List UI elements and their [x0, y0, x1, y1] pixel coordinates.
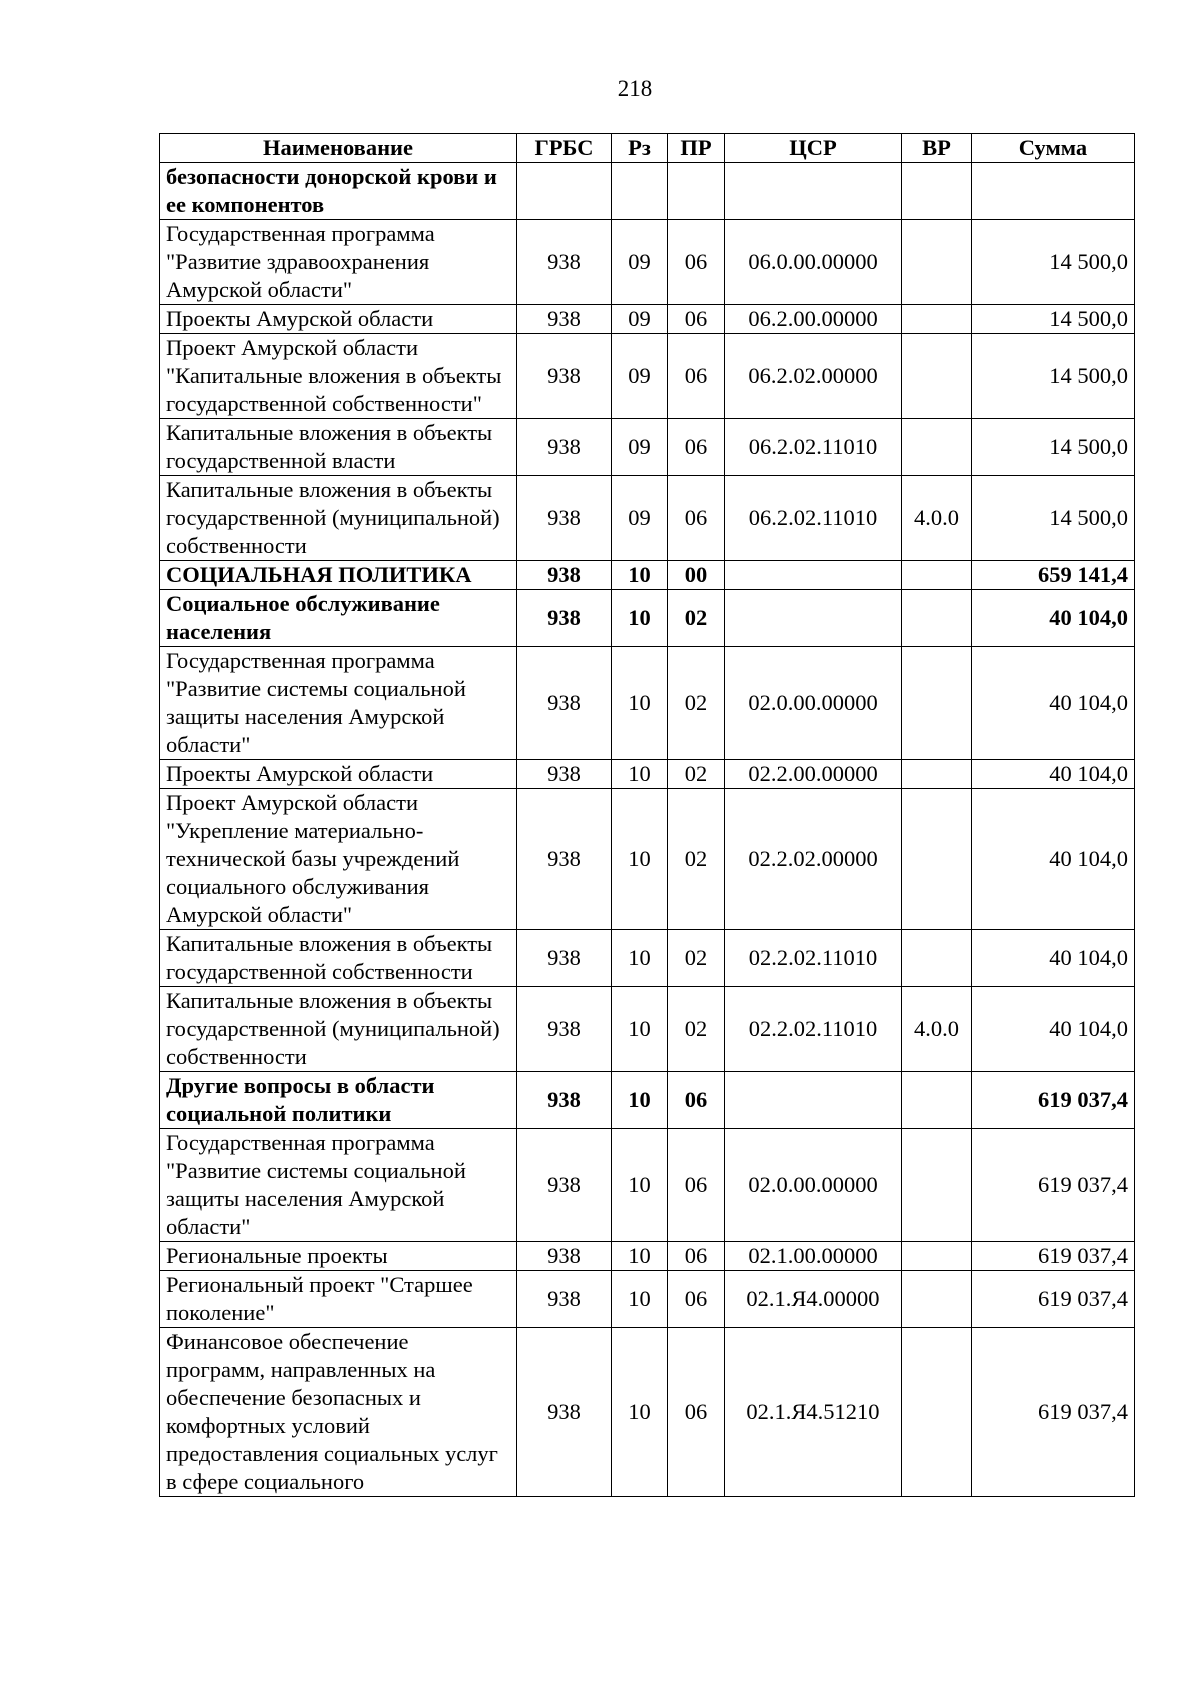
table-row: [160, 561, 1135, 590]
cell-sum: 40 104,0: [972, 789, 1135, 930]
cell-vr: [902, 419, 972, 476]
cell-pr: 02: [668, 647, 725, 760]
cell-pr: 06: [668, 1242, 725, 1271]
cell-name: Капитальные вложения в объекты государственной собственности: [160, 930, 517, 987]
table-row: [160, 476, 1135, 561]
cell-grbs: 938: [517, 334, 612, 419]
cell-csr: 06.2.00.00000: [725, 305, 902, 334]
table-row: [160, 305, 1135, 334]
cell-name: Капитальные вложения в объекты государственной (муниципальной) собственности: [160, 476, 517, 561]
cell-grbs: 938: [517, 1129, 612, 1242]
cell-name: безопасности донорской крови и ее компонентов: [160, 163, 517, 220]
cell-name: Региональный проект "Старшее поколение": [160, 1271, 517, 1328]
cell-sum: [972, 163, 1135, 220]
cell-csr: 06.0.00.00000: [725, 220, 902, 305]
cell-name: СОЦИАЛЬНАЯ ПОЛИТИКА: [160, 561, 517, 590]
cell-grbs: 938: [517, 1072, 612, 1129]
cell-pr: 02: [668, 987, 725, 1072]
cell-csr: 02.2.02.11010: [725, 930, 902, 987]
cell-csr: 02.2.02.00000: [725, 789, 902, 930]
cell-pr: 06: [668, 305, 725, 334]
cell-rz: 10: [612, 590, 668, 647]
cell-vr: [902, 590, 972, 647]
cell-grbs: 938: [517, 987, 612, 1072]
cell-name: Другие вопросы в области социальной политики: [160, 1072, 517, 1129]
cell-rz: 10: [612, 987, 668, 1072]
cell-name: Государственная программа "Развитие системы социальной защиты населения Амурской области": [160, 647, 517, 760]
cell-csr: 02.1.00.00000: [725, 1242, 902, 1271]
cell-vr: [902, 334, 972, 419]
cell-pr: 00: [668, 561, 725, 590]
cell-pr: 02: [668, 789, 725, 930]
cell-rz: 10: [612, 1328, 668, 1497]
cell-vr: [902, 1328, 972, 1497]
cell-vr: [902, 1271, 972, 1328]
cell-pr: 06: [668, 1072, 725, 1129]
cell-csr: 02.1.Я4.51210: [725, 1328, 902, 1497]
cell-vr: [902, 1242, 972, 1271]
cell-vr: [902, 647, 972, 760]
cell-grbs: 938: [517, 220, 612, 305]
table-row: [160, 1129, 1135, 1242]
cell-csr: 02.2.02.11010: [725, 987, 902, 1072]
table-row: [160, 647, 1135, 760]
cell-grbs: 938: [517, 930, 612, 987]
cell-name: Проект Амурской области "Укрепление материально-технической базы учреждений социального обслуживания Амурской области": [160, 789, 517, 930]
cell-rz: 10: [612, 930, 668, 987]
cell-sum: 14 500,0: [972, 334, 1135, 419]
cell-rz: 09: [612, 305, 668, 334]
cell-rz: 10: [612, 1271, 668, 1328]
cell-pr: [668, 163, 725, 220]
cell-vr: 4.0.0: [902, 476, 972, 561]
table-row: [160, 419, 1135, 476]
cell-name: Капитальные вложения в объекты государственной (муниципальной) собственности: [160, 987, 517, 1072]
cell-vr: [902, 1129, 972, 1242]
table-row: [160, 1242, 1135, 1271]
cell-rz: 10: [612, 789, 668, 930]
table-row: [160, 930, 1135, 987]
cell-vr: [902, 220, 972, 305]
cell-pr: 06: [668, 476, 725, 561]
header-rz: Рз: [612, 134, 668, 163]
table-row: [160, 163, 1135, 220]
budget-table: [159, 133, 1135, 1497]
cell-sum: 40 104,0: [972, 987, 1135, 1072]
cell-pr: 06: [668, 1328, 725, 1497]
header-vr: ВР: [902, 134, 972, 163]
cell-rz: 09: [612, 476, 668, 561]
cell-rz: 10: [612, 561, 668, 590]
cell-pr: 02: [668, 590, 725, 647]
cell-grbs: 938: [517, 647, 612, 760]
header-grbs: ГРБС: [517, 134, 612, 163]
cell-sum: 659 141,4: [972, 561, 1135, 590]
cell-vr: [902, 1072, 972, 1129]
cell-csr: 02.0.00.00000: [725, 1129, 902, 1242]
cell-sum: 619 037,4: [972, 1271, 1135, 1328]
cell-grbs: 938: [517, 789, 612, 930]
cell-csr: [725, 1072, 902, 1129]
cell-sum: 14 500,0: [972, 419, 1135, 476]
table-row: [160, 590, 1135, 647]
cell-name: Государственная программа "Развитие системы социальной защиты населения Амурской области": [160, 1129, 517, 1242]
cell-pr: 06: [668, 334, 725, 419]
table-row: [160, 789, 1135, 930]
cell-vr: [902, 163, 972, 220]
cell-grbs: 938: [517, 1242, 612, 1271]
cell-csr: 06.2.02.11010: [725, 476, 902, 561]
cell-name: Региональные проекты: [160, 1242, 517, 1271]
cell-name: Финансовое обеспечение программ, направленных на обеспечение безопасных и комфортных условий предоставления социальных услуг в сфере социального: [160, 1328, 517, 1497]
cell-csr: 06.2.02.11010: [725, 419, 902, 476]
cell-name: Социальное обслуживание населения: [160, 590, 517, 647]
header-name: Наименование: [160, 134, 517, 163]
cell-pr: 06: [668, 419, 725, 476]
cell-sum: 40 104,0: [972, 930, 1135, 987]
cell-sum: 14 500,0: [972, 476, 1135, 561]
cell-rz: 10: [612, 1072, 668, 1129]
cell-vr: 4.0.0: [902, 987, 972, 1072]
cell-pr: 06: [668, 1271, 725, 1328]
cell-sum: 14 500,0: [972, 220, 1135, 305]
cell-pr: 06: [668, 220, 725, 305]
table-row: [160, 760, 1135, 789]
table-row: [160, 1271, 1135, 1328]
cell-rz: 09: [612, 419, 668, 476]
cell-pr: 06: [668, 1129, 725, 1242]
cell-rz: 10: [612, 1129, 668, 1242]
cell-vr: [902, 930, 972, 987]
cell-sum: 619 037,4: [972, 1072, 1135, 1129]
cell-grbs: 938: [517, 305, 612, 334]
cell-name: Капитальные вложения в объекты государственной власти: [160, 419, 517, 476]
cell-rz: [612, 163, 668, 220]
cell-grbs: 938: [517, 419, 612, 476]
cell-vr: [902, 760, 972, 789]
cell-csr: 02.2.00.00000: [725, 760, 902, 789]
cell-name: Проекты Амурской области: [160, 760, 517, 789]
table-row: [160, 1328, 1135, 1497]
cell-grbs: [517, 163, 612, 220]
cell-rz: 09: [612, 220, 668, 305]
cell-sum: 40 104,0: [972, 760, 1135, 789]
table-row: [160, 987, 1135, 1072]
cell-grbs: 938: [517, 1271, 612, 1328]
cell-csr: [725, 163, 902, 220]
table-row: [160, 334, 1135, 419]
cell-csr: [725, 561, 902, 590]
cell-grbs: 938: [517, 1328, 612, 1497]
cell-rz: 09: [612, 334, 668, 419]
cell-name: Государственная программа "Развитие здравоохранения Амурской области": [160, 220, 517, 305]
cell-vr: [902, 305, 972, 334]
cell-vr: [902, 561, 972, 590]
cell-csr: 06.2.02.00000: [725, 334, 902, 419]
cell-vr: [902, 789, 972, 930]
cell-pr: 02: [668, 760, 725, 789]
header-pr: ПР: [668, 134, 725, 163]
cell-name: Проекты Амурской области: [160, 305, 517, 334]
cell-rz: 10: [612, 1242, 668, 1271]
page-number: 218: [617, 76, 653, 101]
cell-sum: 14 500,0: [972, 305, 1135, 334]
cell-grbs: 938: [517, 476, 612, 561]
cell-pr: 02: [668, 930, 725, 987]
cell-csr: [725, 590, 902, 647]
cell-sum: 619 037,4: [972, 1129, 1135, 1242]
cell-sum: 619 037,4: [972, 1242, 1135, 1271]
cell-sum: 40 104,0: [972, 647, 1135, 760]
header-sum: Сумма: [972, 134, 1135, 163]
cell-grbs: 938: [517, 561, 612, 590]
table-row: [160, 220, 1135, 305]
header-csr: ЦСР: [725, 134, 902, 163]
table-row: [160, 1072, 1135, 1129]
cell-rz: 10: [612, 647, 668, 760]
cell-name: Проект Амурской области "Капитальные вложения в объекты государственной собственности": [160, 334, 517, 419]
cell-grbs: 938: [517, 760, 612, 789]
cell-grbs: 938: [517, 590, 612, 647]
table-header-row: [160, 134, 1135, 163]
cell-csr: 02.1.Я4.00000: [725, 1271, 902, 1328]
cell-sum: 40 104,0: [972, 590, 1135, 647]
cell-csr: 02.0.00.00000: [725, 647, 902, 760]
cell-sum: 619 037,4: [972, 1328, 1135, 1497]
cell-rz: 10: [612, 760, 668, 789]
